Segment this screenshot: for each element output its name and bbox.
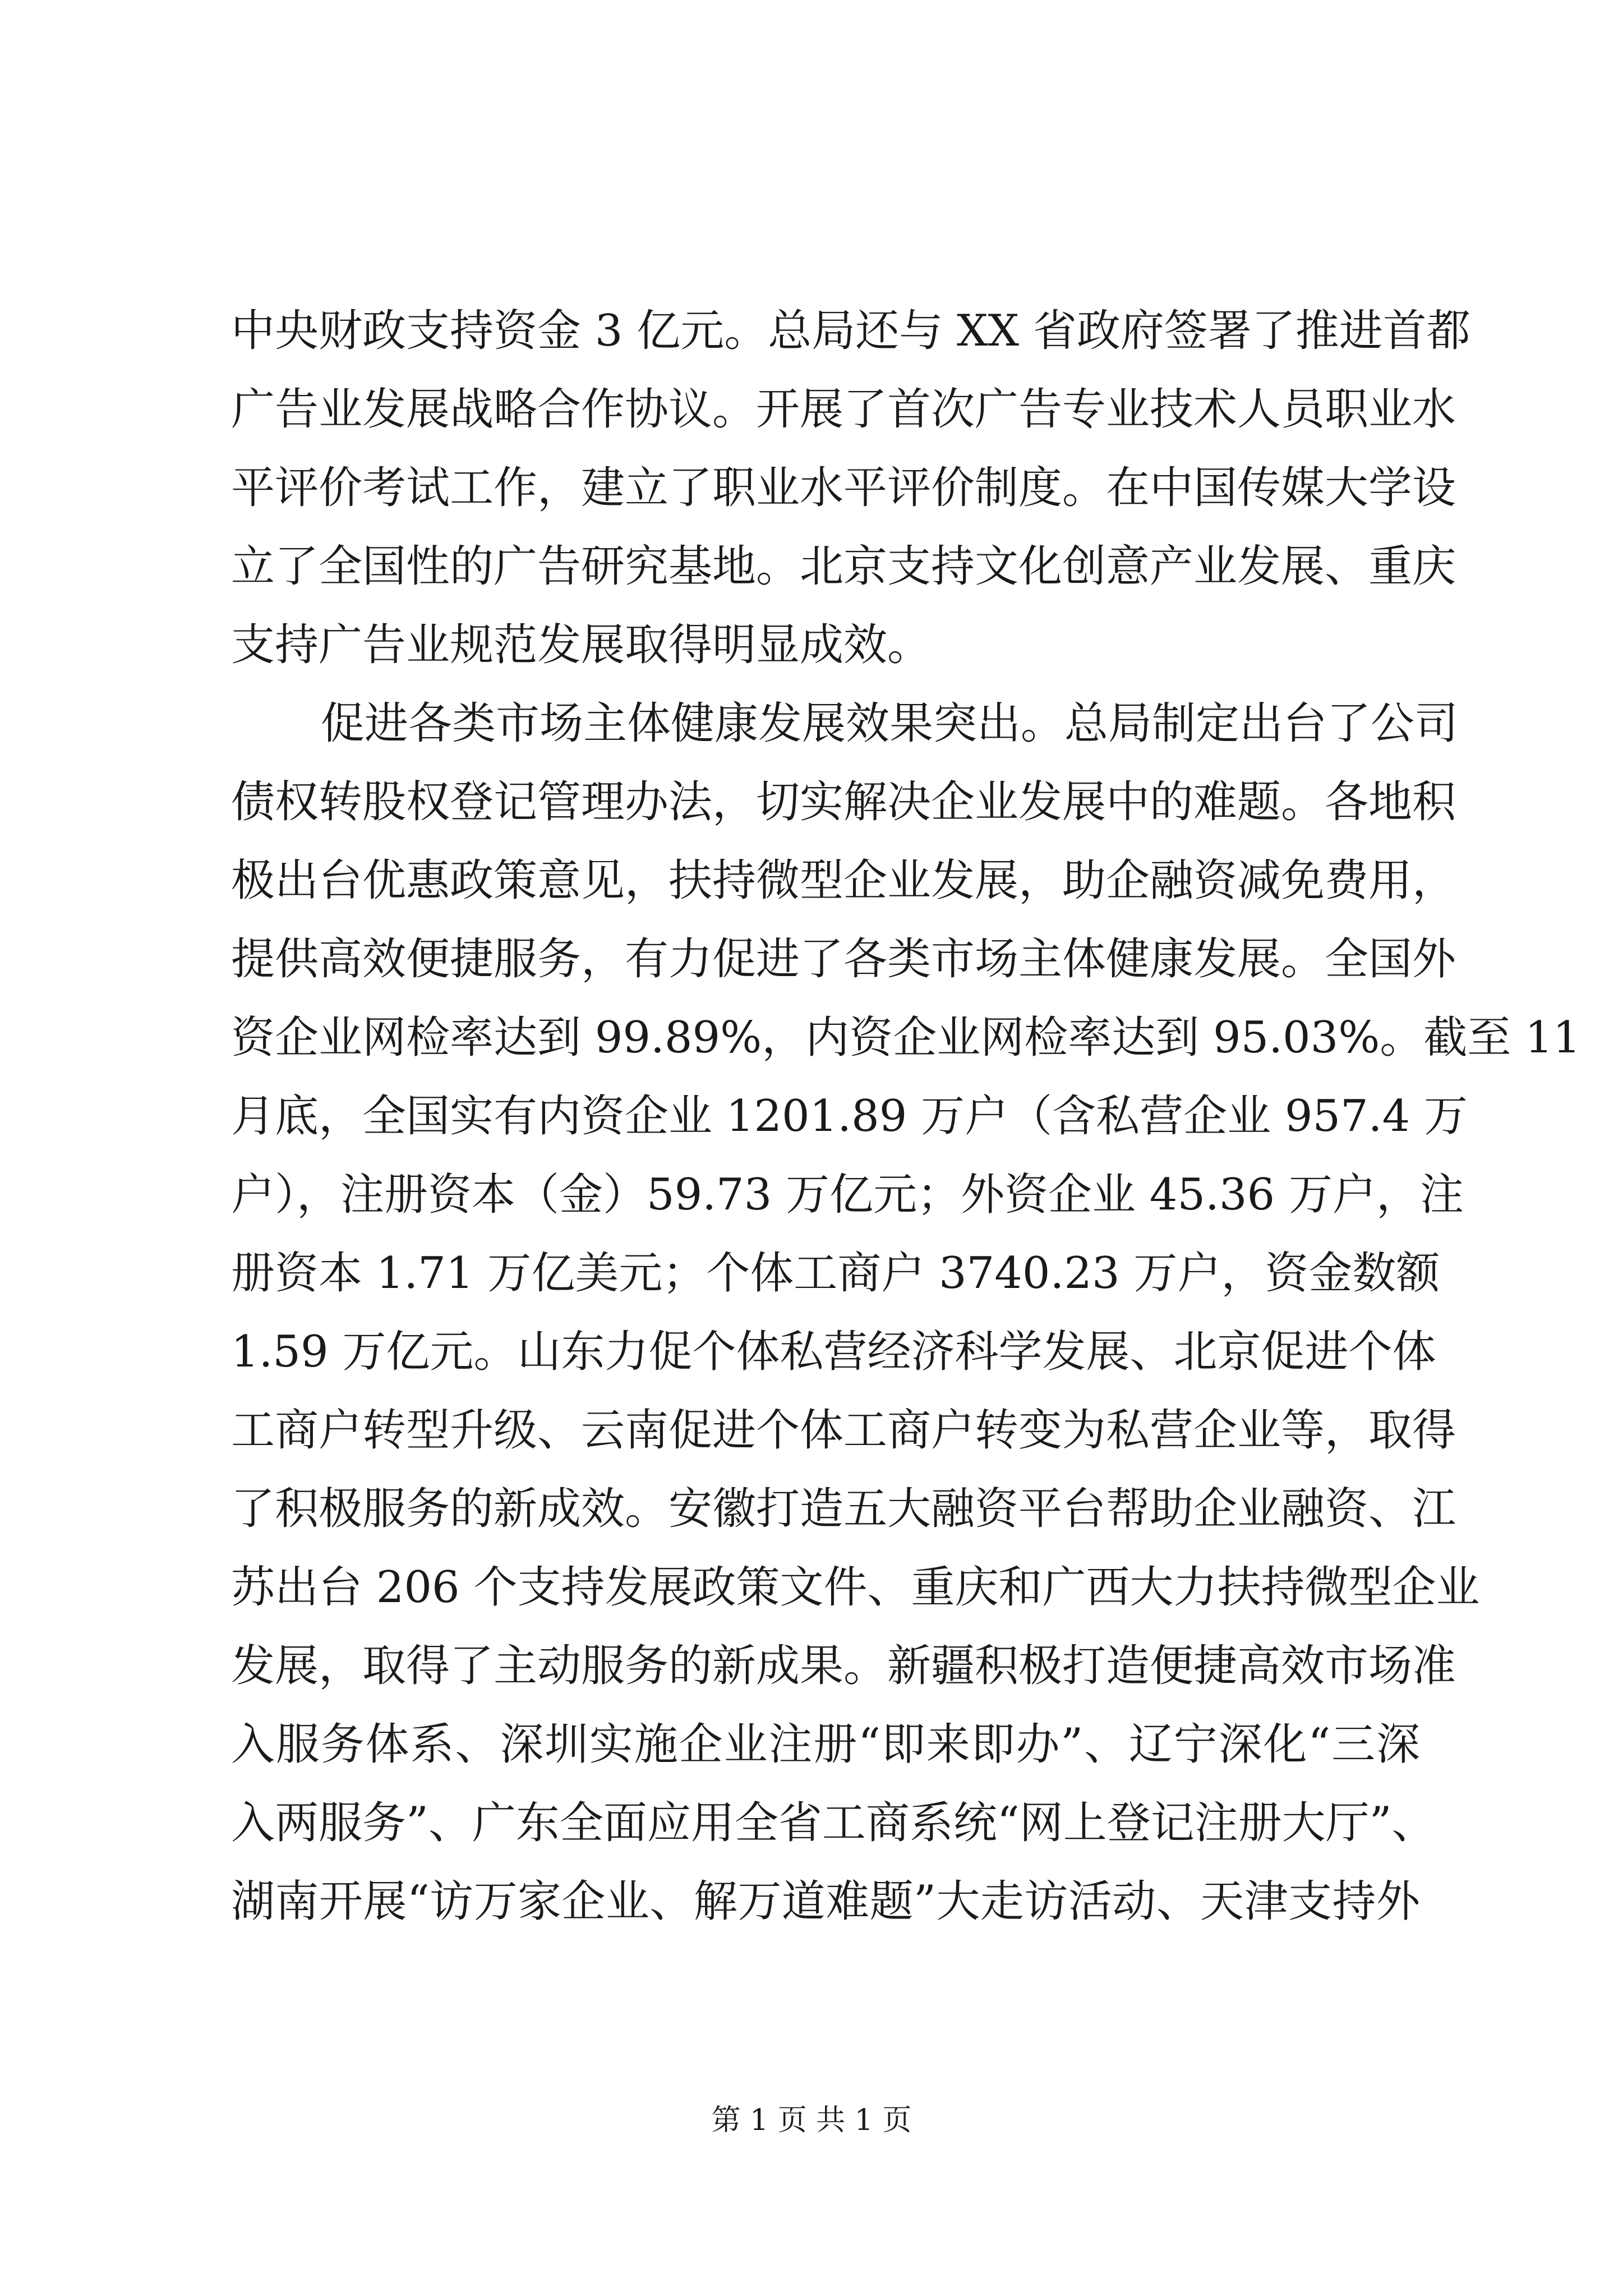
- text-line: 工商户转型升级、云南促进个体工商户转变为私营企业等，取得: [231, 1405, 1456, 1456]
- text-line: 户），注册资本（金）59.73 万亿元；外资企业 45.36 万户，注: [231, 1170, 1464, 1220]
- text-line: 入两服务”、广东全面应用全省工商系统“网上登记注册大厅”、: [231, 1798, 1436, 1848]
- text-line: 册资本 1.71 万亿美元；个体工商户 3740.23 万户，资金数额: [231, 1248, 1440, 1299]
- text-line: 苏出台 206 个支持发展政策文件、重庆和广西大力扶持微型企业: [231, 1562, 1480, 1613]
- text-line: 立了全国性的广告研究基地。北京支持文化创意产业发展、重庆: [231, 541, 1456, 592]
- text-line: 广告业发展战略合作协议。开展了首次广告专业技术人员职业水: [231, 384, 1456, 435]
- text-line: 平评价考试工作，建立了职业水平评价制度。在中国传媒大学设: [231, 463, 1456, 513]
- text-line: 月底，全国实有内资企业 1201.89 万户（含私营企业 957.4 万: [231, 1091, 1468, 1142]
- text-line: 入服务体系、深圳实施企业注册“即来即办”、辽宁深化“三深: [231, 1719, 1420, 1770]
- text-line: 提供高效便捷服务，有力促进了各类市场主体健康发展。全国外: [231, 934, 1456, 984]
- text-line: 湖南开展“访万家企业、解万道难题”大走访活动、天津支持外: [231, 1876, 1420, 1927]
- text-line: 发展，取得了主动服务的新成果。新疆积极打造便捷高效市场准: [231, 1641, 1456, 1691]
- paragraph-2: [231, 684, 1581, 1941]
- paragraph-1: [231, 292, 1470, 684]
- text-line: 极出台优惠政策意见，扶持微型企业发展，助企融资减免费用，: [231, 855, 1456, 906]
- page-number-footer: 第 1 页 共 1 页: [711, 2104, 912, 2137]
- text-line: 资企业网检率达到 99.89%，内资企业网检率达到 95.03%。截至 11: [231, 1013, 1581, 1063]
- text-line: 1.59 万亿元。山东力促个体私营经济科学发展、北京促进个体: [231, 1327, 1436, 1377]
- text-line: 了积极服务的新成效。安徽打造五大融资平台帮助企业融资、江: [231, 1484, 1456, 1534]
- text-line: 中央财政支持资金 3 亿元。总局还与 XX 省政府签署了推进首都: [231, 306, 1470, 356]
- text-line: 支持广告业规范发展取得明显成效。: [231, 620, 932, 670]
- document-body: [231, 292, 1581, 1941]
- text-line: 债权转股权登记管理办法，切实解决企业发展中的难题。各地积: [231, 777, 1456, 827]
- text-line: 促进各类市场主体健康发展效果突出。总局制定出台了公司: [321, 698, 1459, 749]
